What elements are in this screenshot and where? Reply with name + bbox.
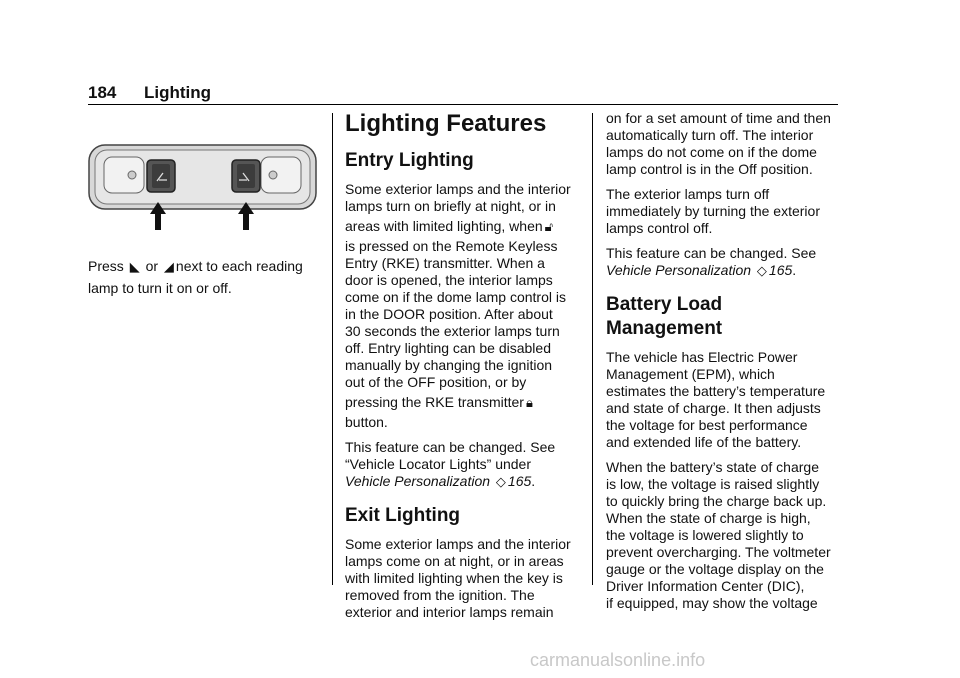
- paragraph-line: This feature can be changed. See: [606, 245, 817, 261]
- reading-lamp-on-icon: ◣: [129, 259, 140, 274]
- paragraph-line: in the DOOR position. After about: [345, 306, 553, 322]
- column-2: Lighting Features Entry Lighting Some exterior lamps and the interior lamps turn on briefly at night, or in areas with limited lighting, when 🔓︎ is pressed on the Remote Keyless Entry (RKE) transmitter. When a door is opened, the interior lamps come on if the dome lamp control is in the DOOR position. After about 30 seconds the exterior lamps turn off. Entry lighting can be disabled manually by changing the ignition out of the OFF position, or by pressing the RKE transmitter 🔒︎ button. This feature can be changed. See “Vehicle Locator Lights” under Vehicle Personalization ◇ 165. Exit Lighting Some exterior lamps and the interior lamps come on at night, or in areas with limited lighting when the key is removed from the ignition. The exterior and interior lamps remain: [345, 110, 585, 629]
- watermark: carmanualsonline.info: [530, 650, 706, 670]
- heading-line: Battery Load: [606, 294, 723, 315]
- page-ref-icon: ◇: [756, 263, 767, 278]
- paragraph-line: the voltage is lowered slightly to: [606, 527, 804, 543]
- paragraph-line: immediately by turning the exterior: [606, 203, 820, 219]
- paragraph-line: is low, the voltage is raised slightly: [606, 476, 820, 492]
- cross-reference-link[interactable]: Vehicle Personalization: [345, 473, 491, 489]
- reading-lamp-off-icon: ◢: [163, 259, 174, 274]
- entry-lighting-heading: Entry Lighting: [345, 150, 474, 171]
- paragraph-line: The exterior lamps turn off: [606, 186, 770, 202]
- paragraph-line: is pressed on the Remote Keyless: [345, 238, 558, 254]
- paragraph-line: if equipped, may show the voltage: [606, 595, 818, 611]
- paragraph-line: Management (EPM), which: [606, 366, 775, 382]
- column-divider: [332, 113, 333, 585]
- paragraph-line: with limited lighting when the key is: [345, 570, 563, 586]
- paragraph-line: When the state of charge is high,: [606, 510, 811, 526]
- paragraph-line: Entry (RKE) transmitter. When a: [345, 255, 545, 271]
- paragraph-line: to quickly bring the charge back up.: [606, 493, 827, 509]
- paragraph-line: Some exterior lamps and the interior: [345, 536, 571, 552]
- paragraph-line: Some exterior lamps and the interior: [345, 181, 571, 197]
- paragraph-line: exterior and interior lamps remain: [345, 604, 554, 620]
- caption-text: lamp to turn it on or off.: [88, 280, 232, 296]
- paragraph-line: on for a set amount of time and then: [606, 110, 831, 126]
- cross-reference-link[interactable]: Vehicle Personalization: [606, 262, 752, 278]
- paragraph-line: automatically turn off. The interior: [606, 127, 814, 143]
- paragraph-line: pressing the RKE transmitter: [345, 394, 524, 410]
- caption-text: Press: [88, 258, 124, 274]
- caption-text: or: [145, 258, 159, 274]
- paragraph-line: This feature can be changed. See: [345, 439, 556, 455]
- paragraph-line: lamps turn on briefly at night, or in: [345, 198, 556, 214]
- paragraph-line: manually by changing the ignition: [345, 357, 553, 373]
- paragraph-line: door is opened, the interior lamps: [345, 272, 553, 288]
- paragraph-line: The vehicle has Electric Power: [606, 349, 798, 365]
- battery-load-heading: [606, 293, 842, 341]
- page-header: [88, 83, 838, 103]
- paragraph-line: button.: [345, 414, 388, 430]
- lock-icon: 🔒︎: [525, 395, 533, 410]
- paragraph-line: come on if the dome lamp control is: [345, 289, 566, 305]
- paragraph-line: and state of charge. It then adjusts: [606, 400, 821, 416]
- paragraph-line: Driver Information Center (DIC),: [606, 578, 805, 594]
- paragraph-line: “Vehicle Locator Lights” under: [345, 456, 531, 472]
- paragraph-line: removed from the ignition. The: [345, 587, 535, 603]
- header-rule: [88, 104, 838, 105]
- paragraph-line: and extended life of the battery.: [606, 434, 802, 450]
- heading-line: Management: [606, 318, 723, 339]
- unlock-icon: 🔓︎: [544, 219, 554, 234]
- paragraph-line: off. Entry lighting can be disabled: [345, 340, 551, 356]
- exit-lighting-heading: Exit Lighting: [345, 505, 461, 526]
- column-3: on for a set amount of time and then automatically turn off. The interior lamps do not come on if the dome lamp control is in the Off position. The exterior lamps turn off immediately by turning the exterior lamps control off. This feature can be changed. See Vehicle Personalization ◇ 165. Battery Load Management The vehicle has Electric Power Management (EPM), which estimates the battery’s temperature and state of charge. It then adjusts the voltage for best performance and extended life of the battery. When the battery’s state of charge is low, the voltage is raised slightly to quickly bring the charge back up. When the state of charge is high, the voltage is lowered slightly to prevent overcharging. The voltmeter gauge or the voltage display on the Driver Information Center (DIC), if equipped, may show the voltage: [606, 110, 842, 620]
- caption-text: next to each reading: [175, 258, 303, 274]
- reading-lamp-illustration: [88, 140, 318, 232]
- column-divider: [592, 113, 593, 585]
- paragraph-line: areas with limited lighting, when: [345, 218, 543, 234]
- paragraph-line: out of the OFF position, or by: [345, 374, 527, 390]
- paragraph-line: When the battery’s state of charge: [606, 459, 819, 475]
- page-ref-icon: ◇: [495, 474, 506, 489]
- paragraph-line: prevent overcharging. The voltmeter: [606, 544, 831, 560]
- page-number: 184: [88, 83, 117, 102]
- caption: [88, 258, 328, 305]
- paragraph-line: estimates the battery’s temperature: [606, 383, 826, 399]
- chapter-heading: Lighting Features: [345, 110, 547, 137]
- paragraph-line: lamp control is in the Off position.: [606, 161, 813, 177]
- page-reference[interactable]: 165: [768, 262, 793, 278]
- paragraph-line: lamps come on at night, or in areas: [345, 553, 564, 569]
- paragraph-line: gauge or the voltage display on the: [606, 561, 824, 577]
- paragraph-line: the voltage for best performance: [606, 417, 808, 433]
- paragraph-line: lamps do not come on if the dome: [606, 144, 817, 160]
- paragraph-line: 30 seconds the exterior lamps turn: [345, 323, 560, 339]
- paragraph-line: lamps control off.: [606, 220, 713, 236]
- section-title: Lighting: [144, 83, 212, 102]
- page-reference[interactable]: 165: [507, 473, 532, 489]
